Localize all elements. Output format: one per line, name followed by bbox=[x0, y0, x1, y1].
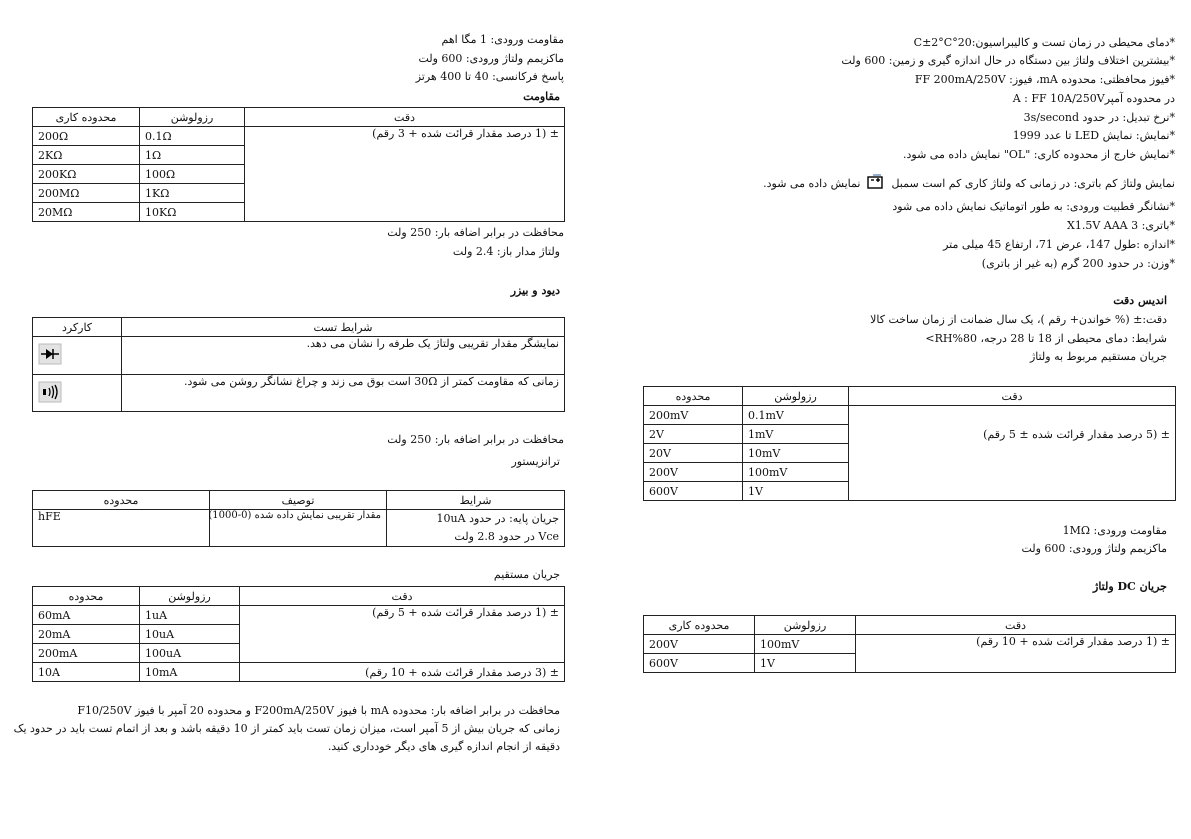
spec-line: *اندازه :طول 147، عرض 71، ارتفاع 45 میلی متر bbox=[943, 238, 1175, 251]
condition-line: Vce در حدود 2.8 ولت bbox=[454, 530, 559, 543]
table-header: شرایط تست bbox=[122, 318, 565, 337]
condition-line: جریان پایه: در حدود 10uA bbox=[436, 512, 559, 525]
table-cell: 2KΩ bbox=[33, 146, 140, 165]
buzzer-icon bbox=[38, 381, 62, 403]
diode-icon-cell bbox=[33, 337, 122, 375]
table-cell: 100mV bbox=[743, 463, 849, 482]
diode-description: نمایشگر مقدار تقریبی ولتاژ یک طرفه را نشان می دهد. bbox=[122, 337, 565, 375]
table-cell: 100Ω bbox=[140, 165, 245, 184]
low-battery-text-1: نمایش ولتاژ کم باتری: در زمانی که ولتاژ کاری کم است سمبل bbox=[891, 177, 1175, 190]
table-header: شرایط bbox=[387, 491, 565, 510]
table-cell: hFE bbox=[33, 510, 210, 547]
accuracy-cell: ± (1 درصد مقدار قرائت شده + 5 رقم) bbox=[240, 606, 565, 663]
left-column bbox=[13, 0, 564, 839]
dcv-note: مقاومت ورودی: 1MΩ bbox=[1062, 524, 1167, 537]
table-header: دقت bbox=[245, 108, 565, 127]
intro-line-3: پاسخ فرکانسی: 40 تا 400 هرتز bbox=[415, 70, 564, 83]
accuracy-cell: ± (1 درصد مقدار قرائت شده + 10 رقم) bbox=[856, 635, 1176, 673]
ac-voltage-title: جریان DC ولتاژ bbox=[1093, 580, 1167, 593]
table-cell: 0.1Ω bbox=[140, 127, 245, 146]
table-header: دقت bbox=[849, 387, 1176, 406]
table-header: دقت bbox=[240, 587, 565, 606]
table-cell: 1uA bbox=[140, 606, 240, 625]
table-cell: 1Ω bbox=[140, 146, 245, 165]
spec-line: *بیشترین اختلاف ولتاژ بین دستگاه در حال اندازه گیری و زمین: 600 ولت bbox=[841, 54, 1175, 67]
table-cell: 10A bbox=[33, 663, 140, 682]
table-cell: 1V bbox=[755, 654, 856, 673]
table-cell: 60mA bbox=[33, 606, 140, 625]
table-cell: 2V bbox=[644, 425, 743, 444]
table-cell: مقدار تقریبی نمایش داده شده (0-1000) bbox=[210, 510, 387, 547]
table-header: دقت bbox=[856, 616, 1176, 635]
spec-line: *باتری: 3 X1.5V AAA bbox=[1067, 219, 1175, 232]
diode-note-1: محافظت در برابر اضافه بار: 250 ولت bbox=[387, 433, 564, 446]
transistor-title: ترانزیستور bbox=[511, 455, 560, 468]
table-header: محدوده bbox=[33, 491, 210, 510]
diode-icon bbox=[38, 343, 62, 365]
table-cell: 200mA bbox=[33, 644, 140, 663]
table-cell: 20mA bbox=[33, 625, 140, 644]
spec-line: *نمایش خارج از محدوده کاری: "OL" نمایش داده می شود. bbox=[903, 148, 1175, 161]
spec-line: *دمای محیطی در زمان تست و کالیبراسیون:20°C±2°C bbox=[913, 36, 1175, 49]
table-header: توصیف bbox=[210, 491, 387, 510]
dc-current-note-3: دقیقه از انجام اندازه گیری های دیگر خودداری کنید. bbox=[327, 740, 560, 753]
table-header: محدوده bbox=[33, 587, 140, 606]
table-cell: 200Ω bbox=[33, 127, 140, 146]
resistance-note-2: ولتاژ مدار باز: 2.4 ولت bbox=[452, 245, 560, 258]
table-cell: 200V bbox=[644, 635, 755, 654]
dc-current-title: جریان مستقیم bbox=[493, 568, 560, 581]
right-column bbox=[643, 0, 1175, 839]
table-cell: 1mV bbox=[743, 425, 849, 444]
transistor-conditions bbox=[387, 510, 565, 547]
table-cell: 20V bbox=[644, 444, 743, 463]
low-battery-text-2: نمایش داده می شود. bbox=[763, 177, 861, 190]
table-header: محدوده کاری bbox=[33, 108, 140, 127]
resistance-note-1: محافظت در برابر اضافه بار: 250 ولت bbox=[387, 226, 564, 239]
intro-line-2: ماکزیمم ولتاژ ورودی: 600 ولت bbox=[418, 52, 564, 65]
buzzer-description: زمانی که مقاومت کمتر از 30Ω است بوق می زند و چراغ نشانگر روشن می شود. bbox=[122, 375, 565, 412]
table-cell: 1KΩ bbox=[140, 184, 245, 203]
table-header: رزولوشن bbox=[743, 387, 849, 406]
table-cell: 600V bbox=[644, 654, 755, 673]
accuracy-index-line: دقت:± (% خواندن+ رقم )، یک سال ضمانت از زمان ساخت کالا bbox=[870, 313, 1167, 326]
table-header: رزولوشن bbox=[140, 587, 240, 606]
low-battery-line bbox=[763, 174, 1175, 192]
table-cell: 200mV bbox=[644, 406, 743, 425]
table-header: محدوده bbox=[644, 387, 743, 406]
table-cell: 200KΩ bbox=[33, 165, 140, 184]
spec-line: *نمایش: نمایش LED تا عدد 1999 bbox=[1012, 129, 1175, 142]
buzzer-icon-cell bbox=[33, 375, 122, 412]
resistance-table bbox=[32, 107, 565, 222]
diode-title: دیود و بیزر bbox=[510, 284, 560, 297]
intro-line-1: مقاومت ورودی: 1 مگا اهم bbox=[441, 33, 564, 46]
table-cell: 1V bbox=[743, 482, 849, 501]
table-cell: 100uA bbox=[140, 644, 240, 663]
table-cell: 10mA bbox=[140, 663, 240, 682]
accuracy-index-line: شرایط: دمای محیطی از 18 تا 28 درجه، 80%RH> bbox=[925, 332, 1167, 345]
table-header: رزولوشن bbox=[755, 616, 856, 635]
table-header: رزولوشن bbox=[140, 108, 245, 127]
table-cell: 10KΩ bbox=[140, 203, 245, 222]
dcv-table bbox=[643, 386, 1176, 501]
table-cell: 100mV bbox=[755, 635, 856, 654]
table-header: محدوده کاری bbox=[644, 616, 755, 635]
table-cell: 200V bbox=[644, 463, 743, 482]
table-cell: 20MΩ bbox=[33, 203, 140, 222]
spec-line: *نرخ تبدیل: در حدود 3s/second bbox=[1023, 111, 1175, 124]
accuracy-cell: ± (5 درصد مقدار قرائت شده ± 5 رقم) bbox=[849, 406, 1176, 501]
spec-line: *وزن: در حدود 200 گرم (به غیر از باتری) bbox=[981, 257, 1175, 270]
table-cell: 0.1mV bbox=[743, 406, 849, 425]
resistance-title: مقاومت bbox=[523, 90, 560, 103]
dc-current-note-2: زمانی که جریان بیش از 5 آمپر است، میزان زمان تست باید کمتر از 10 دقیقه باشد و بعد از اتمام تست باید در حدود یک bbox=[13, 722, 560, 735]
table-cell: 10mV bbox=[743, 444, 849, 463]
spec-line: *نشانگر قطبیت ورودی: به طور اتوماتیک نمایش داده می شود bbox=[892, 200, 1175, 213]
dcv-note: ماکزیمم ولتاژ ورودی: 600 ولت bbox=[1021, 542, 1167, 555]
table-header: کارکرد bbox=[33, 318, 122, 337]
ac-voltage-table bbox=[643, 615, 1176, 673]
accuracy-index-line: جریان مستقیم مربوط به ولتاژ bbox=[1029, 350, 1167, 363]
accuracy-cell: ± (3 درصد مقدار قرائت شده + 10 رقم) bbox=[240, 663, 565, 682]
accuracy-cell: ± (1 درصد مقدار قرائت شده + 3 رقم) bbox=[245, 127, 565, 222]
table-cell: 200MΩ bbox=[33, 184, 140, 203]
dc-current-table bbox=[32, 586, 565, 682]
transistor-table bbox=[32, 490, 565, 547]
accuracy-index-title: اندیس دقت bbox=[1113, 294, 1167, 307]
table-cell: 10uA bbox=[140, 625, 240, 644]
spec-line: *فیوز محافظتی: محدوده mA، فیوز: FF 200mA/250V bbox=[914, 73, 1175, 86]
table-cell: 600V bbox=[644, 482, 743, 501]
spec-line: در محدوده آمپرA : FF 10A/250V bbox=[1012, 92, 1175, 105]
battery-icon bbox=[866, 174, 886, 190]
diode-table bbox=[32, 317, 565, 412]
dc-current-note-1: محافظت در برابر اضافه بار: محدوده mA با فیوز F200mA/250V و محدوده 20 آمپر با فیوز F10/250V bbox=[77, 704, 560, 717]
